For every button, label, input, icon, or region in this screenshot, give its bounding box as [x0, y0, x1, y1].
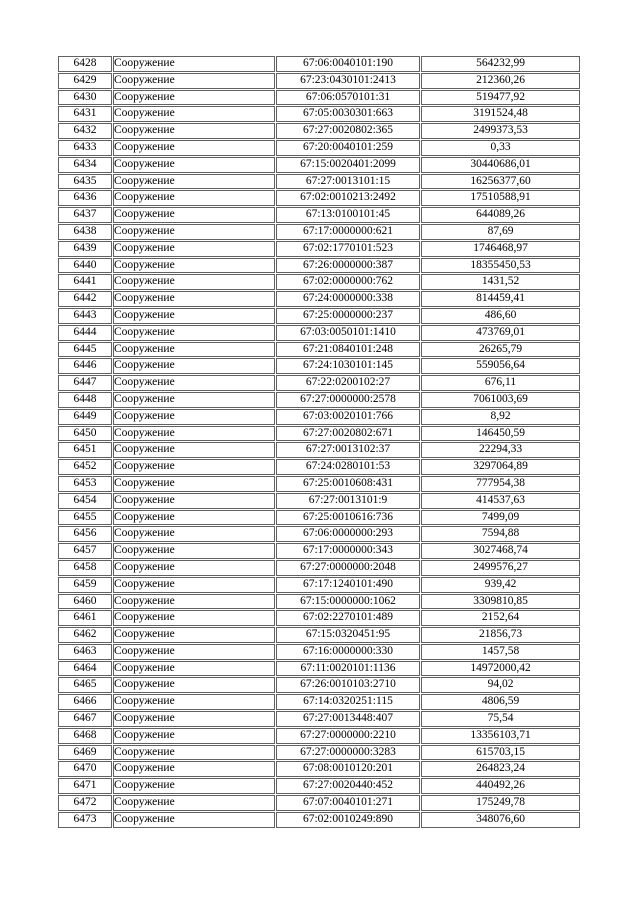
row-number-cell: 6430 — [58, 90, 112, 106]
cadastral-number-cell: 67:13:0100101:45 — [276, 207, 420, 223]
table-row — [58, 274, 580, 290]
object-type-cell: Сооружение — [113, 90, 275, 106]
cost-value-cell: 3297064,89 — [421, 459, 580, 475]
table-row — [58, 812, 580, 828]
table-row — [58, 459, 580, 475]
object-type-cell: Сооружение — [113, 258, 275, 274]
row-number-cell: 6458 — [58, 560, 112, 576]
row-number-cell: 6459 — [58, 577, 112, 593]
table-row — [58, 358, 580, 374]
cadastral-number-cell: 67:23:0430101:2413 — [276, 73, 420, 89]
cadastral-number-cell: 67:02:0010213:2492 — [276, 190, 420, 206]
row-number-cell: 6452 — [58, 459, 112, 475]
row-number-cell: 6462 — [58, 627, 112, 643]
cost-value-cell: 486,60 — [421, 308, 580, 324]
row-number-cell: 6456 — [58, 526, 112, 542]
cadastral-number-cell: 67:17:1240101:490 — [276, 577, 420, 593]
table-row — [58, 728, 580, 744]
object-type-cell: Сооружение — [113, 610, 275, 626]
cost-value-cell: 87,69 — [421, 224, 580, 240]
cost-value-cell: 2499576,27 — [421, 560, 580, 576]
object-type-cell: Сооружение — [113, 778, 275, 794]
cadastral-number-cell: 67:26:0010103:2710 — [276, 677, 420, 693]
cadastral-number-cell: 67:07:0040101:271 — [276, 795, 420, 811]
object-type-cell: Сооружение — [113, 459, 275, 475]
cost-value-cell: 348076,60 — [421, 812, 580, 828]
object-type-cell: Сооружение — [113, 157, 275, 173]
table-row — [58, 140, 580, 156]
object-type-cell: Сооружение — [113, 409, 275, 425]
table-row — [58, 375, 580, 391]
object-type-cell: Сооружение — [113, 560, 275, 576]
object-type-cell: Сооружение — [113, 661, 275, 677]
row-number-cell: 6445 — [58, 342, 112, 358]
object-type-cell: Сооружение — [113, 761, 275, 777]
cadastral-number-cell: 67:14:0320251:115 — [276, 694, 420, 710]
cadastral-number-cell: 67:27:0000000:3283 — [276, 745, 420, 761]
table-row — [58, 207, 580, 223]
table-row — [58, 661, 580, 677]
row-number-cell: 6449 — [58, 409, 112, 425]
object-type-cell: Сооружение — [113, 56, 275, 72]
cost-value-cell: 30440686,01 — [421, 157, 580, 173]
cost-value-cell: 16256377,60 — [421, 174, 580, 190]
cadastral-number-cell: 67:26:0000000:387 — [276, 258, 420, 274]
cost-value-cell: 3309810,85 — [421, 594, 580, 610]
cadastral-number-cell: 67:27:0013102:37 — [276, 442, 420, 458]
table-row — [58, 157, 580, 173]
row-number-cell: 6431 — [58, 106, 112, 122]
cost-value-cell: 814459,41 — [421, 291, 580, 307]
cost-value-cell: 13356103,71 — [421, 728, 580, 744]
cost-value-cell: 1431,52 — [421, 274, 580, 290]
cadastral-number-cell: 67:27:0013101:9 — [276, 493, 420, 509]
cadastral-number-cell: 67:27:0020802:671 — [276, 426, 420, 442]
cost-value-cell: 14972000,42 — [421, 661, 580, 677]
table-row — [58, 190, 580, 206]
table-row — [58, 627, 580, 643]
cost-value-cell: 2152,64 — [421, 610, 580, 626]
cadastral-number-cell: 67:08:0010120:201 — [276, 761, 420, 777]
table-row — [58, 342, 580, 358]
cost-value-cell: 3191524,48 — [421, 106, 580, 122]
table-row — [58, 409, 580, 425]
table-row — [58, 325, 580, 341]
object-type-cell: Сооружение — [113, 795, 275, 811]
cost-value-cell: 777954,38 — [421, 476, 580, 492]
table-row — [58, 241, 580, 257]
cadastral-number-cell: 67:24:0280101:53 — [276, 459, 420, 475]
table-row — [58, 56, 580, 72]
table-row — [58, 745, 580, 761]
table-row — [58, 694, 580, 710]
object-type-cell: Сооружение — [113, 392, 275, 408]
object-type-cell: Сооружение — [113, 325, 275, 341]
cadastral-number-cell: 67:21:0840101:248 — [276, 342, 420, 358]
table-row — [58, 123, 580, 139]
cadastral-number-cell: 67:24:1030101:145 — [276, 358, 420, 374]
cadastral-number-cell: 67:16:0000000:330 — [276, 644, 420, 660]
object-type-cell: Сооружение — [113, 694, 275, 710]
table-row — [58, 493, 580, 509]
row-number-cell: 6443 — [58, 308, 112, 324]
table-row — [58, 510, 580, 526]
row-number-cell: 6429 — [58, 73, 112, 89]
cadastral-number-cell: 67:25:0000000:237 — [276, 308, 420, 324]
object-type-cell: Сооружение — [113, 224, 275, 240]
object-type-cell: Сооружение — [113, 426, 275, 442]
cost-value-cell: 473769,01 — [421, 325, 580, 341]
object-type-cell: Сооружение — [113, 291, 275, 307]
row-number-cell: 6472 — [58, 795, 112, 811]
object-type-cell: Сооружение — [113, 241, 275, 257]
cost-value-cell: 2499373,53 — [421, 123, 580, 139]
object-type-cell: Сооружение — [113, 274, 275, 290]
row-number-cell: 6454 — [58, 493, 112, 509]
table-row — [58, 778, 580, 794]
row-number-cell: 6436 — [58, 190, 112, 206]
object-type-cell: Сооружение — [113, 308, 275, 324]
cost-value-cell: 7594,88 — [421, 526, 580, 542]
object-type-cell: Сооружение — [113, 745, 275, 761]
row-number-cell: 6448 — [58, 392, 112, 408]
cadastral-number-cell: 67:11:0020101:1136 — [276, 661, 420, 677]
table-row — [58, 174, 580, 190]
object-type-cell: Сооружение — [113, 358, 275, 374]
row-number-cell: 6463 — [58, 644, 112, 660]
cadastral-number-cell: 67:02:2270101:489 — [276, 610, 420, 626]
row-number-cell: 6453 — [58, 476, 112, 492]
row-number-cell: 6464 — [58, 661, 112, 677]
cadastral-number-cell: 67:03:0020101:766 — [276, 409, 420, 425]
row-number-cell: 6438 — [58, 224, 112, 240]
table-row — [58, 526, 580, 542]
cost-value-cell: 212360,26 — [421, 73, 580, 89]
object-type-cell: Сооружение — [113, 728, 275, 744]
row-number-cell: 6442 — [58, 291, 112, 307]
cadastral-number-cell: 67:27:0013448:407 — [276, 711, 420, 727]
cadastral-number-cell: 67:06:0000000:293 — [276, 526, 420, 542]
table-row — [58, 308, 580, 324]
object-type-cell: Сооружение — [113, 442, 275, 458]
table-row — [58, 392, 580, 408]
cost-value-cell: 22294,33 — [421, 442, 580, 458]
object-type-cell: Сооружение — [113, 140, 275, 156]
cost-value-cell: 26265,79 — [421, 342, 580, 358]
cadastral-number-cell: 67:27:0000000:2048 — [276, 560, 420, 576]
object-type-cell: Сооружение — [113, 476, 275, 492]
cadastral-number-cell: 67:15:0000000:1062 — [276, 594, 420, 610]
object-type-cell: Сооружение — [113, 543, 275, 559]
cost-value-cell: 615703,15 — [421, 745, 580, 761]
row-number-cell: 6447 — [58, 375, 112, 391]
row-number-cell: 6441 — [58, 274, 112, 290]
table-row — [58, 476, 580, 492]
row-number-cell: 6437 — [58, 207, 112, 223]
cadastral-number-cell: 67:20:0040101:259 — [276, 140, 420, 156]
table-row — [58, 677, 580, 693]
object-type-cell: Сооружение — [113, 106, 275, 122]
table-row — [58, 442, 580, 458]
cost-value-cell: 0,33 — [421, 140, 580, 156]
cadastral-number-cell: 67:17:0000000:621 — [276, 224, 420, 240]
table-row — [58, 610, 580, 626]
cadastral-number-cell: 67:27:0013101:15 — [276, 174, 420, 190]
cost-value-cell: 644089,26 — [421, 207, 580, 223]
cost-value-cell: 676,11 — [421, 375, 580, 391]
row-number-cell: 6435 — [58, 174, 112, 190]
table-body — [58, 56, 580, 828]
cost-value-cell: 440492,26 — [421, 778, 580, 794]
table-row — [58, 594, 580, 610]
object-type-cell: Сооружение — [113, 644, 275, 660]
cost-value-cell: 7499,09 — [421, 510, 580, 526]
cadastral-objects-table — [57, 55, 581, 829]
cadastral-number-cell: 67:25:0010608:431 — [276, 476, 420, 492]
table-row — [58, 560, 580, 576]
object-type-cell: Сооружение — [113, 812, 275, 828]
cost-value-cell: 564232,99 — [421, 56, 580, 72]
cost-value-cell: 1746468,97 — [421, 241, 580, 257]
table-row — [58, 106, 580, 122]
object-type-cell: Сооружение — [113, 342, 275, 358]
object-type-cell: Сооружение — [113, 493, 275, 509]
object-type-cell: Сооружение — [113, 510, 275, 526]
cost-value-cell: 146450,59 — [421, 426, 580, 442]
row-number-cell: 6461 — [58, 610, 112, 626]
cadastral-number-cell: 67:15:0020401:2099 — [276, 157, 420, 173]
row-number-cell: 6469 — [58, 745, 112, 761]
cost-value-cell: 519477,92 — [421, 90, 580, 106]
cadastral-number-cell: 67:27:0020440:452 — [276, 778, 420, 794]
cost-value-cell: 939,42 — [421, 577, 580, 593]
cost-value-cell: 94,02 — [421, 677, 580, 693]
row-number-cell: 6465 — [58, 677, 112, 693]
row-number-cell: 6468 — [58, 728, 112, 744]
cost-value-cell: 75,54 — [421, 711, 580, 727]
row-number-cell: 6432 — [58, 123, 112, 139]
object-type-cell: Сооружение — [113, 190, 275, 206]
row-number-cell: 6434 — [58, 157, 112, 173]
table-row — [58, 644, 580, 660]
cadastral-number-cell: 67:27:0000000:2210 — [276, 728, 420, 744]
object-type-cell: Сооружение — [113, 174, 275, 190]
object-type-cell: Сооружение — [113, 594, 275, 610]
table-row — [58, 90, 580, 106]
row-number-cell: 6440 — [58, 258, 112, 274]
cadastral-number-cell: 67:06:0570101:31 — [276, 90, 420, 106]
object-type-cell: Сооружение — [113, 207, 275, 223]
table-row — [58, 224, 580, 240]
cadastral-number-cell: 67:25:0010616:736 — [276, 510, 420, 526]
row-number-cell: 6467 — [58, 711, 112, 727]
object-type-cell: Сооружение — [113, 627, 275, 643]
cadastral-number-cell: 67:03:0050101:1410 — [276, 325, 420, 341]
cost-value-cell: 414537,63 — [421, 493, 580, 509]
cadastral-number-cell: 67:02:0000000:762 — [276, 274, 420, 290]
cost-value-cell: 3027468,74 — [421, 543, 580, 559]
row-number-cell: 6466 — [58, 694, 112, 710]
row-number-cell: 6428 — [58, 56, 112, 72]
table-row — [58, 291, 580, 307]
object-type-cell: Сооружение — [113, 577, 275, 593]
cost-value-cell: 175249,78 — [421, 795, 580, 811]
cadastral-number-cell: 67:27:0020802:365 — [276, 123, 420, 139]
table-row — [58, 426, 580, 442]
row-number-cell: 6470 — [58, 761, 112, 777]
object-type-cell: Сооружение — [113, 123, 275, 139]
row-number-cell: 6446 — [58, 358, 112, 374]
row-number-cell: 6439 — [58, 241, 112, 257]
row-number-cell: 6450 — [58, 426, 112, 442]
object-type-cell: Сооружение — [113, 526, 275, 542]
cadastral-number-cell: 67:24:0000000:338 — [276, 291, 420, 307]
row-number-cell: 6457 — [58, 543, 112, 559]
row-number-cell: 6455 — [58, 510, 112, 526]
cadastral-number-cell: 67:02:0010249:890 — [276, 812, 420, 828]
row-number-cell: 6444 — [58, 325, 112, 341]
table-row — [58, 258, 580, 274]
cadastral-number-cell: 67:02:1770101:523 — [276, 241, 420, 257]
table-row — [58, 73, 580, 89]
table-row — [58, 761, 580, 777]
cost-value-cell: 7061003,69 — [421, 392, 580, 408]
object-type-cell: Сооружение — [113, 711, 275, 727]
cost-value-cell: 18355450,53 — [421, 258, 580, 274]
row-number-cell: 6433 — [58, 140, 112, 156]
object-type-cell: Сооружение — [113, 375, 275, 391]
cadastral-number-cell: 67:15:0320451:95 — [276, 627, 420, 643]
cost-value-cell: 21856,73 — [421, 627, 580, 643]
cadastral-number-cell: 67:05:0030301:663 — [276, 106, 420, 122]
cost-value-cell: 4806,59 — [421, 694, 580, 710]
table-row — [58, 711, 580, 727]
cost-value-cell: 264823,24 — [421, 761, 580, 777]
cost-value-cell: 8,92 — [421, 409, 580, 425]
cadastral-number-cell: 67:27:0000000:2578 — [276, 392, 420, 408]
cost-value-cell: 559056,64 — [421, 358, 580, 374]
row-number-cell: 6471 — [58, 778, 112, 794]
row-number-cell: 6451 — [58, 442, 112, 458]
row-number-cell: 6473 — [58, 812, 112, 828]
cadastral-number-cell: 67:22:0200102:27 — [276, 375, 420, 391]
cadastral-number-cell: 67:06:0040101:190 — [276, 56, 420, 72]
table-row — [58, 543, 580, 559]
row-number-cell: 6460 — [58, 594, 112, 610]
cost-value-cell: 1457,58 — [421, 644, 580, 660]
object-type-cell: Сооружение — [113, 677, 275, 693]
cadastral-number-cell: 67:17:0000000:343 — [276, 543, 420, 559]
object-type-cell: Сооружение — [113, 73, 275, 89]
table-row — [58, 795, 580, 811]
cost-value-cell: 17510588,91 — [421, 190, 580, 206]
table-row — [58, 577, 580, 593]
